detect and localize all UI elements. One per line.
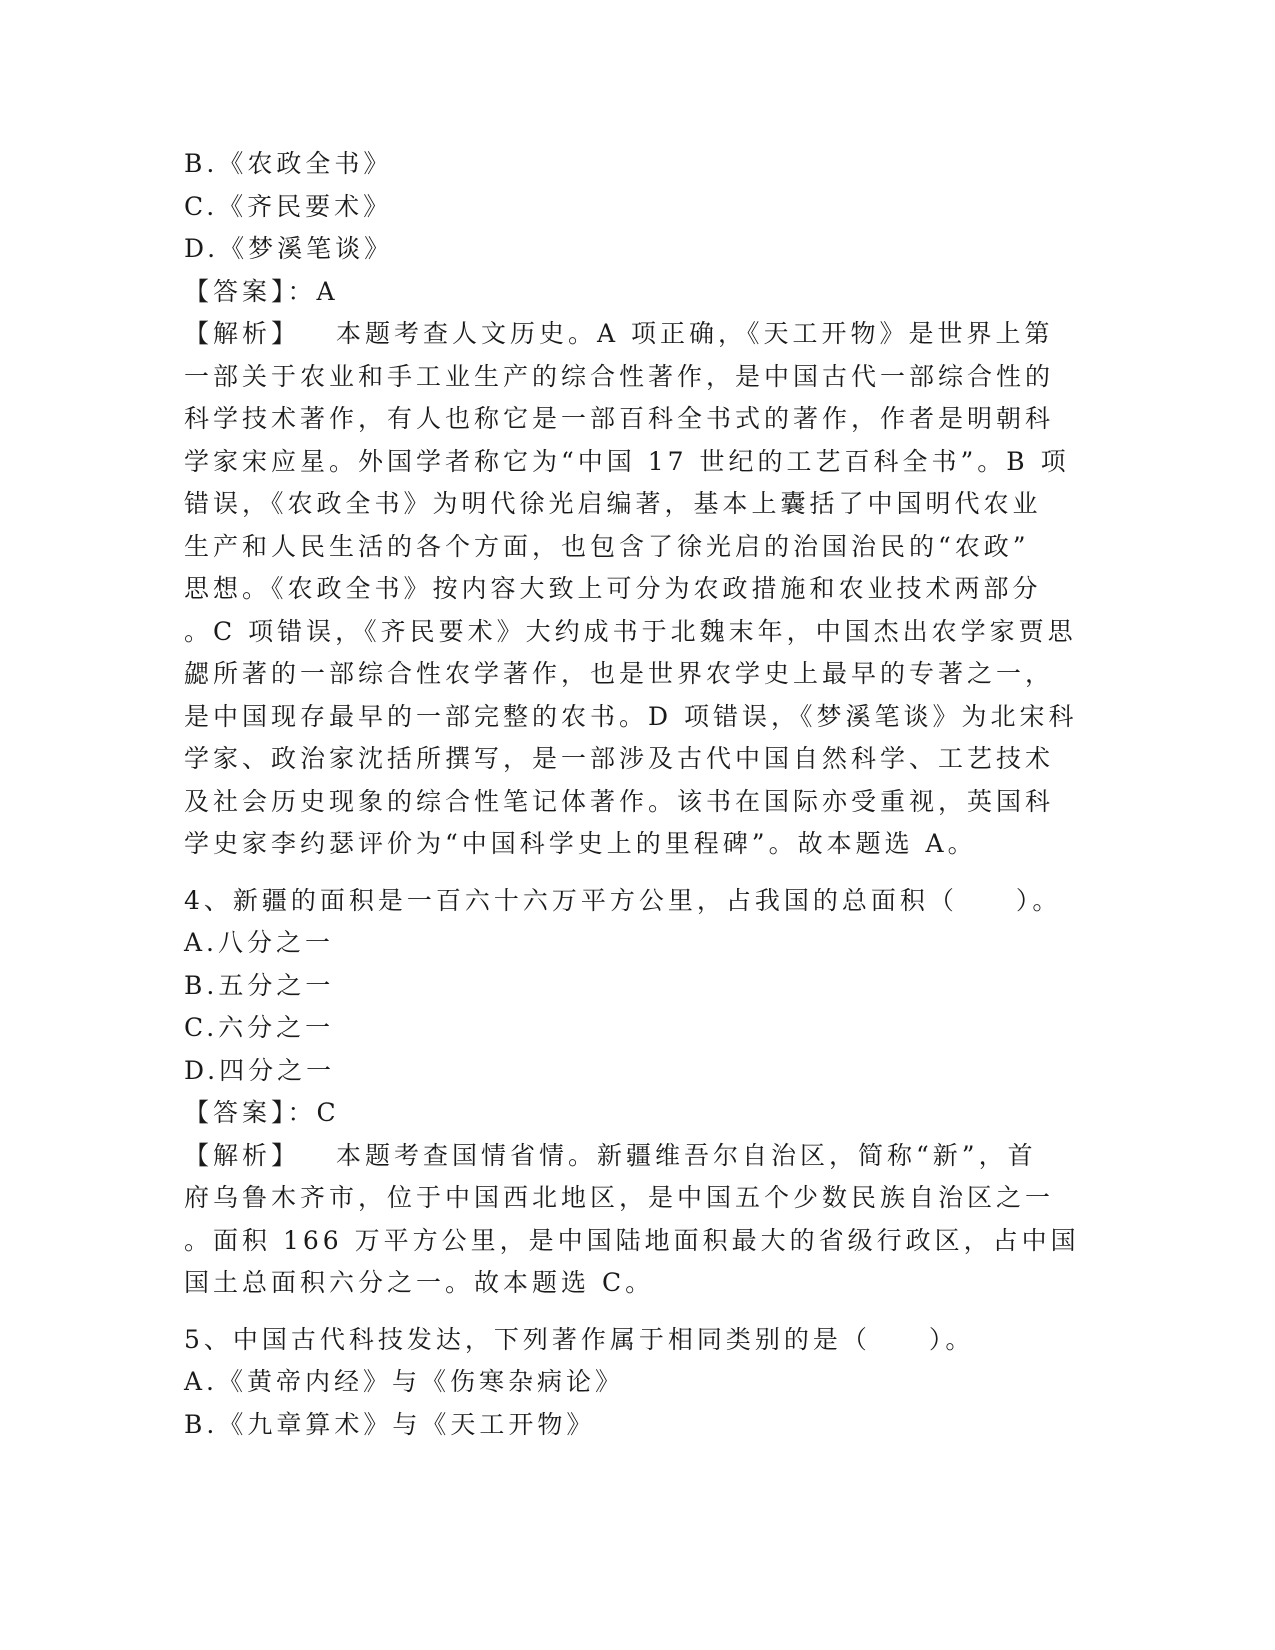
option-c: C.六分之一 — [184, 1013, 335, 1042]
analysis-label: 【解析】 — [184, 319, 301, 348]
answer-line — [184, 271, 1084, 314]
analysis-text: 。面积 166 万平方公里，是中国陆地面积最大的省级行政区，占中国 — [184, 1225, 1080, 1255]
analysis-text: 一部关于农业和手工业生产的综合性著作，是中国古代一部综合性的 — [184, 361, 1055, 391]
answer-label: 【答案】： — [184, 276, 317, 306]
analysis-text: 。C 项错误，《齐民要术》大约成书于北魏末年，中国杰出农学家贾思 — [184, 616, 1077, 646]
option-b: B.《九章算术》与《天工开物》 — [184, 1409, 596, 1439]
analysis-text: 勰所著的一部综合性农学著作，也是世界农学史上最早的专著之一， — [184, 659, 1055, 688]
question-text: 5、中国古代科技发达，下列著作属于相同类别的是（ ）。 — [184, 1324, 975, 1354]
option-c: C.《齐民要术》 — [184, 191, 393, 221]
analysis-line: 【解析】 本题考查国情省情。新疆维吾尔自治区，简称“新”，首 — [184, 1140, 1037, 1170]
analysis-text: 是中国现存最早的一部完整的农书。D 项错误，《梦溪笔谈》为北宋科 — [184, 701, 1078, 731]
analysis-text: 学史家李约瑟评价为“中国科学史上的里程碑”。故本题选 A。 — [184, 829, 977, 858]
option-a: A.《黄帝内经》与《伤寒杂病论》 — [184, 1367, 625, 1396]
answer-label: 【答案】： — [184, 1098, 317, 1127]
analysis-text: 错误，《农政全书》为明代徐光启编著，基本上囊括了中国明代农业 — [184, 489, 1042, 518]
analysis-text: 国土总面积六分之一。故本题选 C。 — [184, 1268, 655, 1297]
question-5 — [184, 1319, 1084, 1447]
option-a: A.八分之一 — [184, 928, 335, 957]
analysis-text: 及社会历史现象的综合性笔记体著作。该书在国际亦受重视，英国科 — [184, 786, 1055, 816]
analysis-line: 【解析】 本题考查人文历史。A 项正确，《天工开物》是世界上第 — [184, 319, 1054, 348]
option-d: D.四分之一 — [184, 1055, 336, 1085]
answer-line — [184, 1092, 1084, 1135]
question-3 — [184, 143, 1084, 866]
analysis-text: 学家宋应星。外国学者称它为“中国 17 世纪的工艺百科全书”。B 项 — [184, 446, 1070, 476]
option-b: B.五分之一 — [184, 970, 335, 1000]
analysis-text: 学家、政治家沈括所撰写，是一部涉及古代中国自然科学、工艺技术 — [184, 744, 1055, 773]
analysis-text: 科学技术著作，有人也称它是一部百科全书式的著作，作者是明朝科 — [184, 404, 1055, 433]
analysis-label: 【解析】 — [184, 1140, 301, 1170]
analysis-text: 思想。《农政全书》按内容大致上可分为农政措施和农业技术两部分 — [184, 574, 1042, 603]
question-4 — [184, 880, 1084, 1305]
option-b: B.《农政全书》 — [184, 149, 393, 178]
option-d: D.《梦溪笔谈》 — [184, 234, 394, 263]
document-page — [184, 143, 1084, 1446]
analysis-text: 府乌鲁木齐市，位于中国西北地区，是中国五个少数民族自治区之一 — [184, 1183, 1055, 1212]
answer-value: C — [316, 1098, 340, 1127]
answer-value: A — [316, 276, 339, 306]
analysis-text: 生产和人民生活的各个方面，也包含了徐光启的治国治民的“农政” — [184, 531, 1030, 561]
question-text: 4、新疆的面积是一百六十六万平方公里，占我国的总面积（ ）。 — [184, 885, 1062, 915]
